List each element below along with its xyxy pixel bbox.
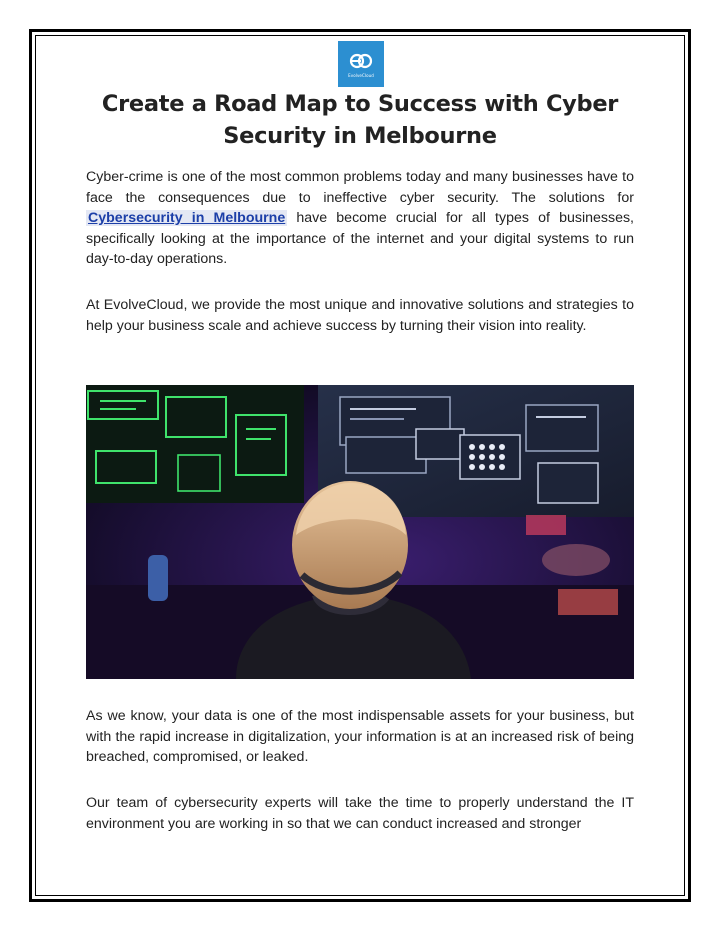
cybersecurity-workstation-illustration xyxy=(86,385,634,679)
cybersecurity-melbourne-link[interactable]: Cybersecurity in Melbourne xyxy=(88,210,286,226)
intro-paragraph xyxy=(86,167,634,270)
intro-text-end: have become crucial for all types of businesses, specifically looking at the importance of the internet and your digital systems to run day-to-day operations. xyxy=(86,210,634,267)
page-title: Create a Road Map to Success with Cyber Security in Melbourne xyxy=(101,91,619,149)
team-paragraph: Our team of cybersecurity experts will take the time to properly understand the IT environment you are working in so that we can conduct increased and stronger xyxy=(86,795,634,832)
cloud-logo-icon xyxy=(348,51,374,71)
evolvecloud-paragraph: At EvolveCloud, we provide the most unique and innovative solutions and strategies to help your business scale and achieve success by turning their vision into reality. xyxy=(86,297,634,334)
hero-image xyxy=(86,385,634,679)
data-assets-paragraph: As we know, your data is one of the most indispensable assets for your business, but with the rapid increase in digitalization, your information is at an increased risk of being breached, compromised, or leaked. xyxy=(86,708,634,765)
intro-text-start: Cyber-crime is one of the most common problems today and many businesses have to face the consequences due to ineffective cyber security. The solutions for xyxy=(86,169,634,206)
logo-text: EvolveCloud xyxy=(348,72,374,78)
evolvecloud-logo xyxy=(338,41,384,87)
